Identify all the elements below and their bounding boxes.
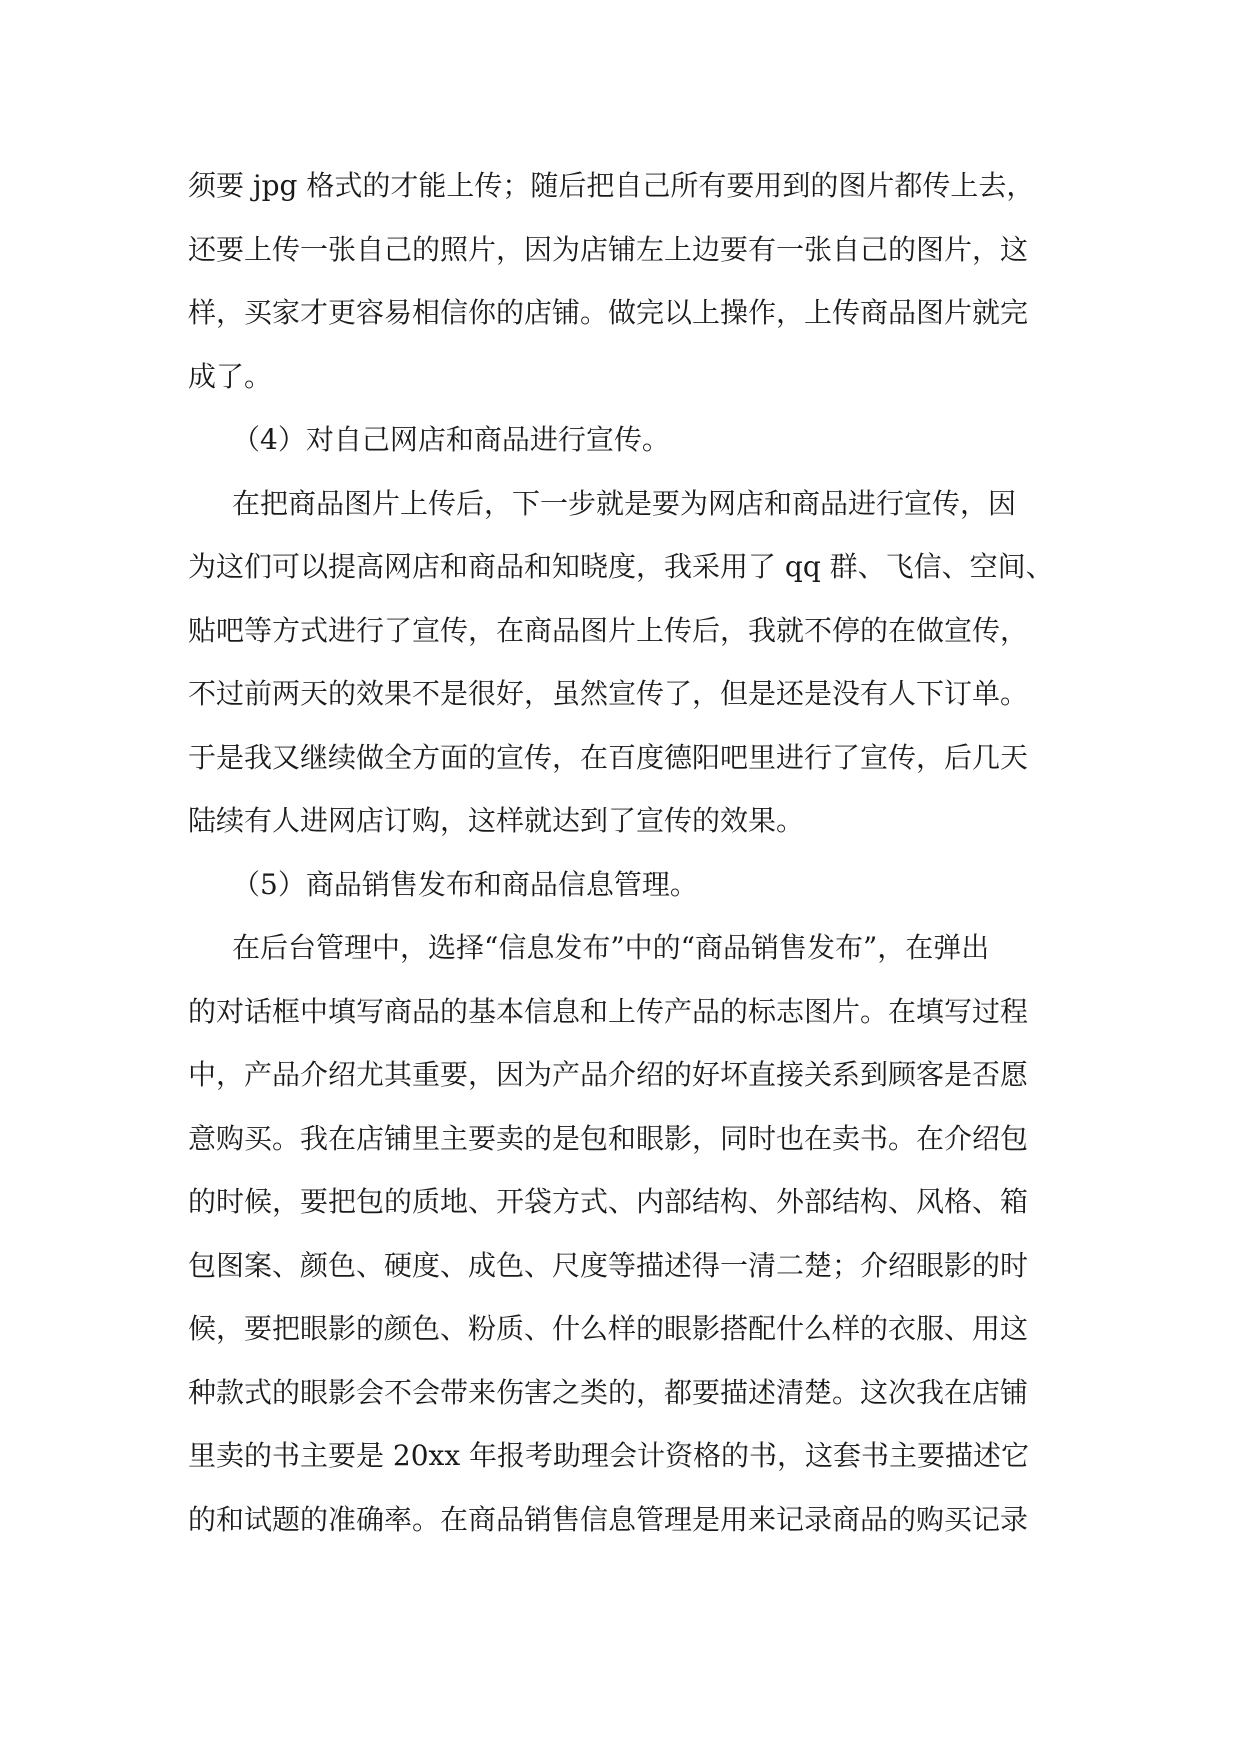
text-line: 的对话框中填写商品的基本信息和上传产品的标志图片。在填写过程 — [188, 994, 1029, 1028]
text-line: 成了。 — [188, 359, 273, 393]
text-line: 于是我又继续做全方面的宣传，在百度德阳吧里进行了宣传，后几天 — [188, 740, 1029, 774]
text-line: 候，要把眼影的颜色、粉质、什么样的眼影搭配什么样的衣服、用这 — [188, 1312, 1029, 1345]
text-line: 陆续有人进网店订购，这样就达到了宣传的效果。 — [188, 804, 805, 837]
text-line: 样，买家才更容易相信你的店铺。做完以上操作，上传商品图片就完 — [188, 296, 1029, 329]
section-heading-5: （5）商品销售发布和商品信息管理。 — [232, 867, 698, 901]
text-line: 在把商品图片上传后，下一步就是要为网店和商品进行宣传，因 — [232, 486, 1017, 520]
section-heading-4: （4）对自己网店和商品进行宣传。 — [232, 423, 670, 456]
text-line: 还要上传一张自己的照片，因为店铺左上边要有一张自己的图片，这 — [188, 232, 1029, 266]
text-line: 须要 jpg 格式的才能上传；随后把自己所有要用到的图片都传上去， — [188, 169, 1035, 202]
text-line: 的和试题的准确率。在商品销售信息管理是用来记录商品的购买记录 — [188, 1502, 1029, 1536]
text-line: 为这们可以提高网店和商品和知晓度，我采用了 qq 群、飞信、空间、 — [188, 550, 1054, 583]
text-line: 的时候，要把包的质地、开袋方式、内部结构、外部结构、风格、箱 — [188, 1185, 1029, 1218]
text-line: 中，产品介绍尤其重要，因为产品介绍的好坏直接关系到顾客是否愿 — [188, 1058, 1029, 1091]
text-line: 种款式的眼影会不会带来伤害之类的，都要描述清楚。这次我在店铺 — [188, 1375, 1029, 1409]
text-line: 包图案、颜色、硬度、成色、尺度等描述得一清二楚；介绍眼影的时 — [188, 1248, 1029, 1282]
body-text — [188, 154, 1068, 1551]
text-line: 贴吧等方式进行了宣传，在商品图片上传后，我就不停的在做宣传， — [188, 613, 1029, 647]
text-line: 里卖的书主要是 20xx 年报考助理会计资格的书，这套书主要描述它 — [188, 1439, 1030, 1472]
text-line: 不过前两天的效果不是很好，虽然宣传了，但是还是没有人下订单。 — [188, 677, 1029, 710]
text-line: 意购买。我在店铺里主要卖的是包和眼影，同时也在卖书。在介绍包 — [188, 1121, 1029, 1155]
text-line: 在后台管理中，选择“信息发布”中的“商品销售发布”，在弹出 — [232, 931, 990, 964]
